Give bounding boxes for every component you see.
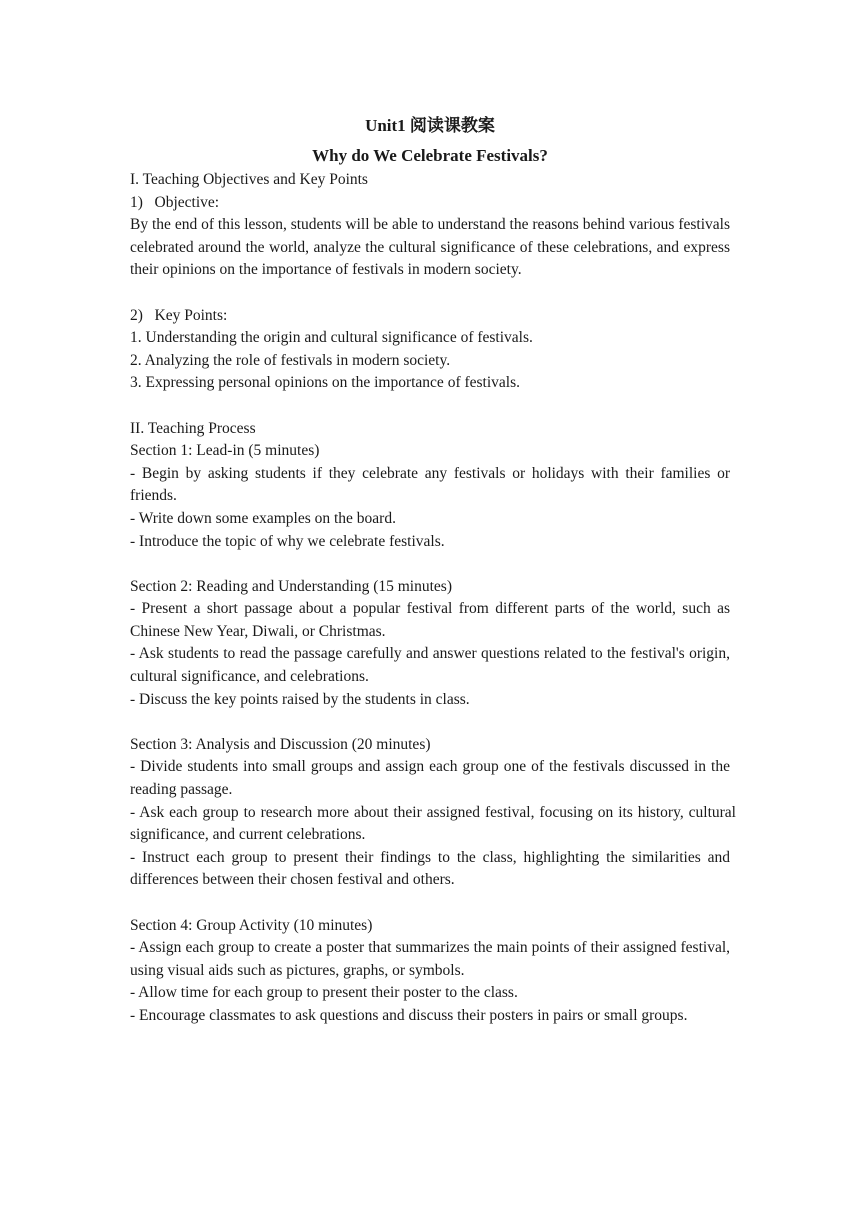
key-point-item: 2. Analyzing the role of festivals in modern society. [130, 351, 451, 369]
section-item: - Begin by asking students if they celebrate any festivals or holidays with their families or friends. [130, 464, 730, 505]
process-heading: II. Teaching Process [130, 419, 256, 437]
section-item: - Assign each group to create a poster that summarizes the main points of their assigned festival, using visual aids such as pictures, graphs, or symbols. [130, 939, 730, 979]
spacer [130, 553, 730, 576]
spacer [130, 711, 730, 734]
document-title: Unit1 阅读课教案 [365, 116, 495, 135]
section-item: - Encourage classmates to ask questions and discuss their posters in pairs or small groups. [130, 1006, 688, 1024]
spacer [130, 892, 730, 915]
section-item: - Ask each group to research more about their assigned festival, focusing on its history, cultural significance, and current celebrations. [130, 803, 736, 844]
key-point-item: 1. Understanding the origin and cultural significance of festivals. [130, 329, 533, 347]
objective-text: By the end of this lesson, students will be able to understand the reasons behind various festivals celebrated around the world, analyze the cultural significance of these celebrations, and express their opinions on the importance of festivals in modern society. [130, 216, 730, 279]
section-heading: Section 3: Analysis and Discussion (20 minutes) [130, 735, 431, 753]
section-heading: Section 4: Group Activity (10 minutes) [130, 916, 373, 934]
section-item: - Allow time for each group to present their poster to the class. [130, 984, 518, 1002]
section-item: - Ask students to read the passage carefully and answer questions related to the festival's origin, cultural significance, and celebrations. [130, 645, 730, 686]
section-item: - Discuss the key points raised by the students in class. [130, 690, 470, 708]
key-points-label: 2) Key Points: [130, 306, 228, 324]
section-heading: Section 1: Lead-in (5 minutes) [130, 442, 320, 460]
document-subtitle: Why do We Celebrate Festivals? [312, 146, 548, 165]
section-heading: Section 2: Reading and Understanding (15 minutes) [130, 577, 452, 595]
section-item: - Instruct each group to present their findings to the class, highlighting the similarities and differences between their chosen festival and others. [130, 848, 730, 889]
section-item: - Write down some examples on the board. [130, 509, 396, 527]
document-body [130, 113, 736, 1028]
section-item: - Present a short passage about a popular festival from different parts of the world, such as Chinese New Year, Diwali, or Christmas. [130, 600, 730, 640]
spacer [130, 282, 730, 305]
objectives-heading: I. Teaching Objectives and Key Points [130, 171, 368, 188]
spacer [130, 395, 730, 418]
objective-label: 1) Objective: [130, 193, 220, 211]
key-point-item: 3. Expressing personal opinions on the importance of festivals. [130, 374, 521, 392]
section-item: - Divide students into small groups and assign each group one of the festivals discussed in the reading passage. [130, 758, 730, 799]
section-item: - Introduce the topic of why we celebrate festivals. [130, 532, 445, 550]
